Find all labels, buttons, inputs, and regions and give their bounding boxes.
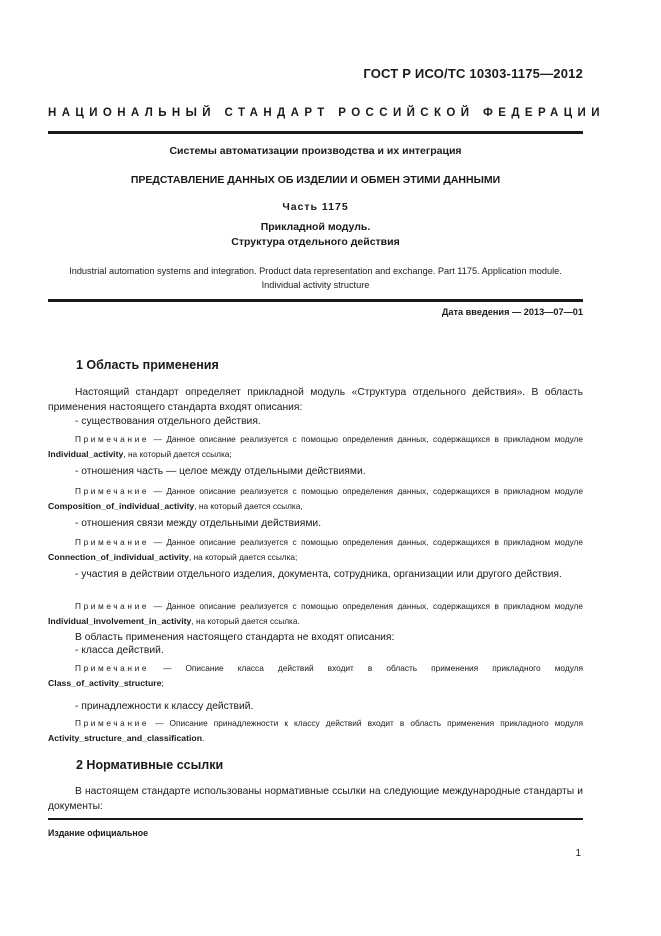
- note-label: Примечание: [75, 434, 150, 444]
- note-label: Примечание: [75, 537, 150, 547]
- exclusion-item-1: - класса действий.: [75, 645, 164, 656]
- title-divider: [48, 299, 583, 302]
- section2-heading: 2 Нормативные ссылки: [76, 758, 224, 772]
- scope-item-3: - отношения связи между отдельными действиями.: [75, 518, 322, 529]
- scope-item-2: - отношения часть — целое между отдельными действиями.: [75, 466, 366, 477]
- module-name: Activity_structure_and_classification: [48, 733, 203, 743]
- note-label: Примечание: [75, 601, 150, 611]
- title-representation: ПРЕДСТАВЛЕНИЕ ДАННЫХ ОБ ИЗДЕЛИИ И ОБМЕН ЭТИМИ ДАННЫМИ: [130, 174, 501, 186]
- top-divider: [48, 131, 583, 134]
- introduction-date: Дата введения — 2013—07—01: [441, 307, 583, 317]
- module-name: Individual_activity: [48, 449, 124, 459]
- note-label: Примечание: [75, 663, 150, 673]
- scope-item-1: - существования отдельного действия.: [75, 416, 261, 427]
- national-standard-banner: НАЦИОНАЛЬНЫЙ СТАНДАРТ РОССИЙСКОЙ ФЕДЕРАЦИИ: [48, 107, 605, 119]
- title-systems: Системы автоматизации производства и их интеграция: [169, 145, 462, 157]
- title-subtitle-line1: Прикладной модуль.: [260, 221, 371, 233]
- note-1: Примечание — Данное описание реализуется с помощью определения данных, содержащихся в прикладном модуле Individual_activity, на который дается ссылка;: [48, 434, 583, 459]
- note-label: Примечание: [75, 718, 150, 728]
- module-name: Connection_of_individual_activity: [48, 552, 189, 562]
- module-name: Individual_involvement_in_activity: [48, 616, 192, 626]
- section1-heading: 1 Область применения: [76, 358, 219, 372]
- footer-divider: [48, 818, 583, 820]
- module-name: Composition_of_individual_activity: [48, 501, 195, 511]
- english-title-line1: Industrial automation systems and integration. Product data representation and exchange. Part 1175. Application module.: [69, 266, 562, 276]
- english-title-line2: Individual activity structure: [261, 280, 370, 290]
- exclusion-item-2: - принадлежности к классу действий.: [75, 701, 254, 712]
- note-2: Примечание — Данное описание реализуется с помощью определения данных, содержащихся в прикладном модуле Composition_of_individual_activity, на который дается ссылка,: [48, 486, 583, 511]
- page-number: 1: [575, 848, 581, 859]
- official-edition-label: Издание официальное: [48, 828, 148, 838]
- note-label: Примечание: [75, 486, 150, 496]
- note-6: Примечание — Описание принадлежности к классу действий входит в область применения прикладного модуля Activity_structure_and_classification.: [48, 718, 583, 743]
- note-5: Примечание — Описание класса действий входит в область применения прикладного модуля Class_of_activity_structure;: [48, 663, 583, 688]
- gost-number: ГОСТ Р ИСО/ТС 10303-1175—2012: [363, 66, 583, 81]
- title-part: Часть 1175: [282, 201, 349, 213]
- note-3: Примечание — Данное описание реализуется с помощью определения данных, содержащихся в прикладном модуле Connection_of_individual_activity, на который дается ссылка;: [48, 537, 583, 562]
- section2-intro: В настоящем стандарте использованы нормативные ссылки на следующие международные стандарты и документы:: [48, 786, 583, 812]
- exclusions-intro: В область применения настоящего стандарта не входят описания:: [75, 632, 395, 643]
- module-name: Class_of_activity_structure: [48, 678, 162, 688]
- section1-intro: Настоящий стандарт определяет прикладной модуль «Структура отдельного действия». В область применения настоящего стандарта входят описания:: [48, 387, 583, 413]
- title-subtitle-line2: Структура отдельного действия: [231, 236, 400, 248]
- note-4: Примечание — Данное описание реализуется с помощью определения данных, содержащихся в прикладном модуле Individual_involvement_in_activity, на который дается ссылка.: [48, 601, 583, 626]
- scope-item-4: - участия в действии отдельного изделия, документа, сотрудника, организации или другого действия.: [75, 569, 562, 580]
